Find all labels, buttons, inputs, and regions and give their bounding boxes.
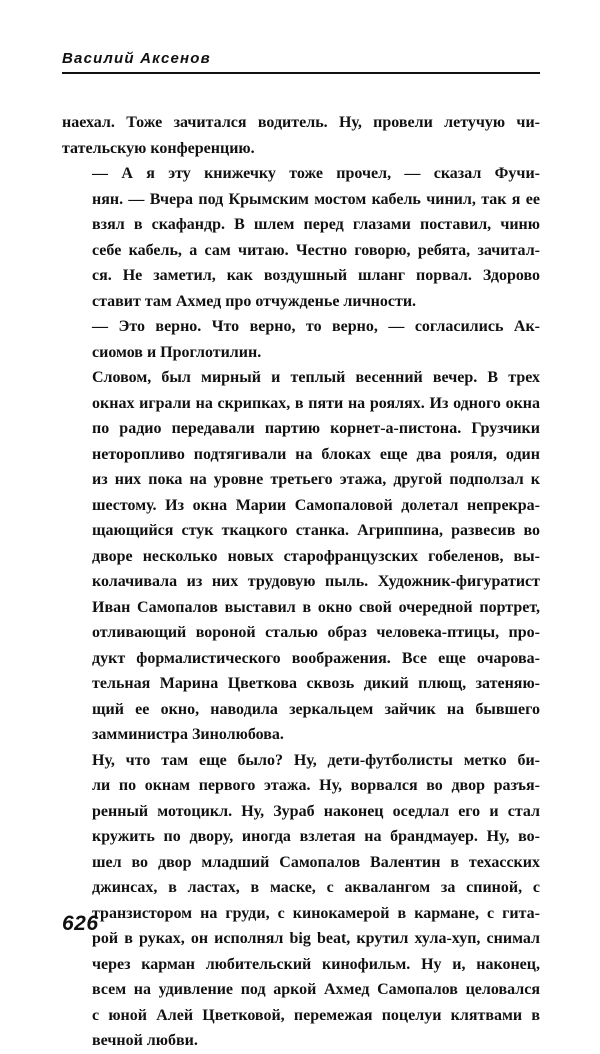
text-line: нян. — Вчера под Крымским мостом кабель чинил, так я ее	[92, 190, 540, 208]
text-line: колачивала из них трудовую пыль. Художник-фигуратист	[92, 573, 540, 590]
text-line: шестому. Из окна Марии Самопаловой долетал непрекра-	[92, 496, 540, 514]
text-line: с юной Алей Цветковой, перемежая поцелуи клятвами в	[92, 1006, 540, 1024]
text-line: ренный мотоцикл. Ну, Зураб наконец оседлал его и стал	[92, 802, 540, 820]
text-line: замминистра Зинолюбова.	[92, 726, 284, 743]
text-line: всем на удивление под аркой Ахмед Самопалов целовался	[92, 981, 540, 998]
text-line: тательскую конференцию.	[62, 139, 255, 157]
paragraph-4	[62, 365, 540, 748]
text-line: взял в скафандр. В шлем перед глазами поставил, чиню	[92, 216, 540, 233]
page-number: 626	[62, 912, 99, 935]
paragraph-5	[62, 748, 540, 1054]
text-line: по радио передавали партию корнет-а-пистона. Грузчики	[92, 420, 540, 437]
text-line: отливающий вороной сталью образ человека-птицы, про-	[92, 624, 540, 641]
text-line: через карман любительский кинофильм. Ну и, наконец,	[92, 955, 540, 973]
text-line: окнах играли на скрипках, в пяти на роялях. Из одного окна	[92, 394, 540, 412]
text-line: транзистором на груди, с кинокамерой в кармане, с гита-	[92, 904, 540, 922]
text-line: — Это верно. Что верно, то верно, — согласились Ак-	[92, 318, 540, 335]
text-line: дукт формалистического воображения. Все еще очарова-	[92, 649, 540, 667]
text-line: себе кабель, а сам читаю. Честно говорю, ребята, зачитал-	[92, 241, 540, 259]
paragraph-3	[62, 314, 540, 365]
text-line: ся. Не заметил, как воздушный шланг порвал. Здорово	[92, 267, 540, 284]
text-line: вечной любви.	[92, 1032, 198, 1049]
text-line: ли по окнам первого этажа. Ну, ворвался во двор разъя-	[92, 777, 540, 794]
text-line: дворе несколько новых старофранцузских гобеленов, вы-	[92, 547, 540, 565]
body-text	[62, 110, 540, 1054]
text-line: — А я эту книжечку тоже прочел, — сказал Фучи-	[92, 165, 540, 182]
text-line: кружить по двору, иногда взлетая на брандмауер. Ну, во-	[92, 828, 540, 845]
text-line: джинсах, в ластах, в маске, с аквалангом за спиной, с	[92, 879, 540, 896]
text-line: наехал. Тоже зачитался водитель. Ну, провели летучую чи-	[62, 114, 540, 131]
text-line: неторопливо подтягивали на блоках еще два рояля, один	[92, 445, 540, 463]
text-line: Иван Самопалов выставил в окно свой очередной портрет,	[92, 598, 540, 616]
text-line: тельная Марина Цветкова сквозь дикий плющ, затеняю-	[92, 675, 540, 692]
text-line: Словом, был мирный и теплый весенний вечер. В трех	[92, 369, 540, 386]
text-line: Ну, что там еще было? Ну, дети-футболисты метко би-	[92, 751, 540, 769]
text-line: сиомов и Проглотилин.	[92, 343, 262, 361]
text-line: щий ее окно, наводила зеркальцем зайчик на бывшего	[92, 700, 540, 718]
text-line: щающийся стук ткацкого станка. Агриппина, развесив во	[92, 522, 540, 539]
text-line: шел во двор младший Самопалов Валентин в техасских	[92, 853, 540, 871]
paragraph-2	[62, 161, 540, 314]
running-header-author: Василий Аксенов	[62, 50, 211, 67]
paragraph-1	[62, 110, 540, 161]
text-line: рой в руках, он исполнял big beat, крутил хула-хуп, снимал	[92, 930, 540, 947]
running-header	[62, 48, 540, 74]
text-line: из них пока на уровне третьего этажа, другой подползал к	[92, 471, 540, 488]
text-line: ставит там Ахмед про отчужденье личности.	[92, 292, 417, 310]
